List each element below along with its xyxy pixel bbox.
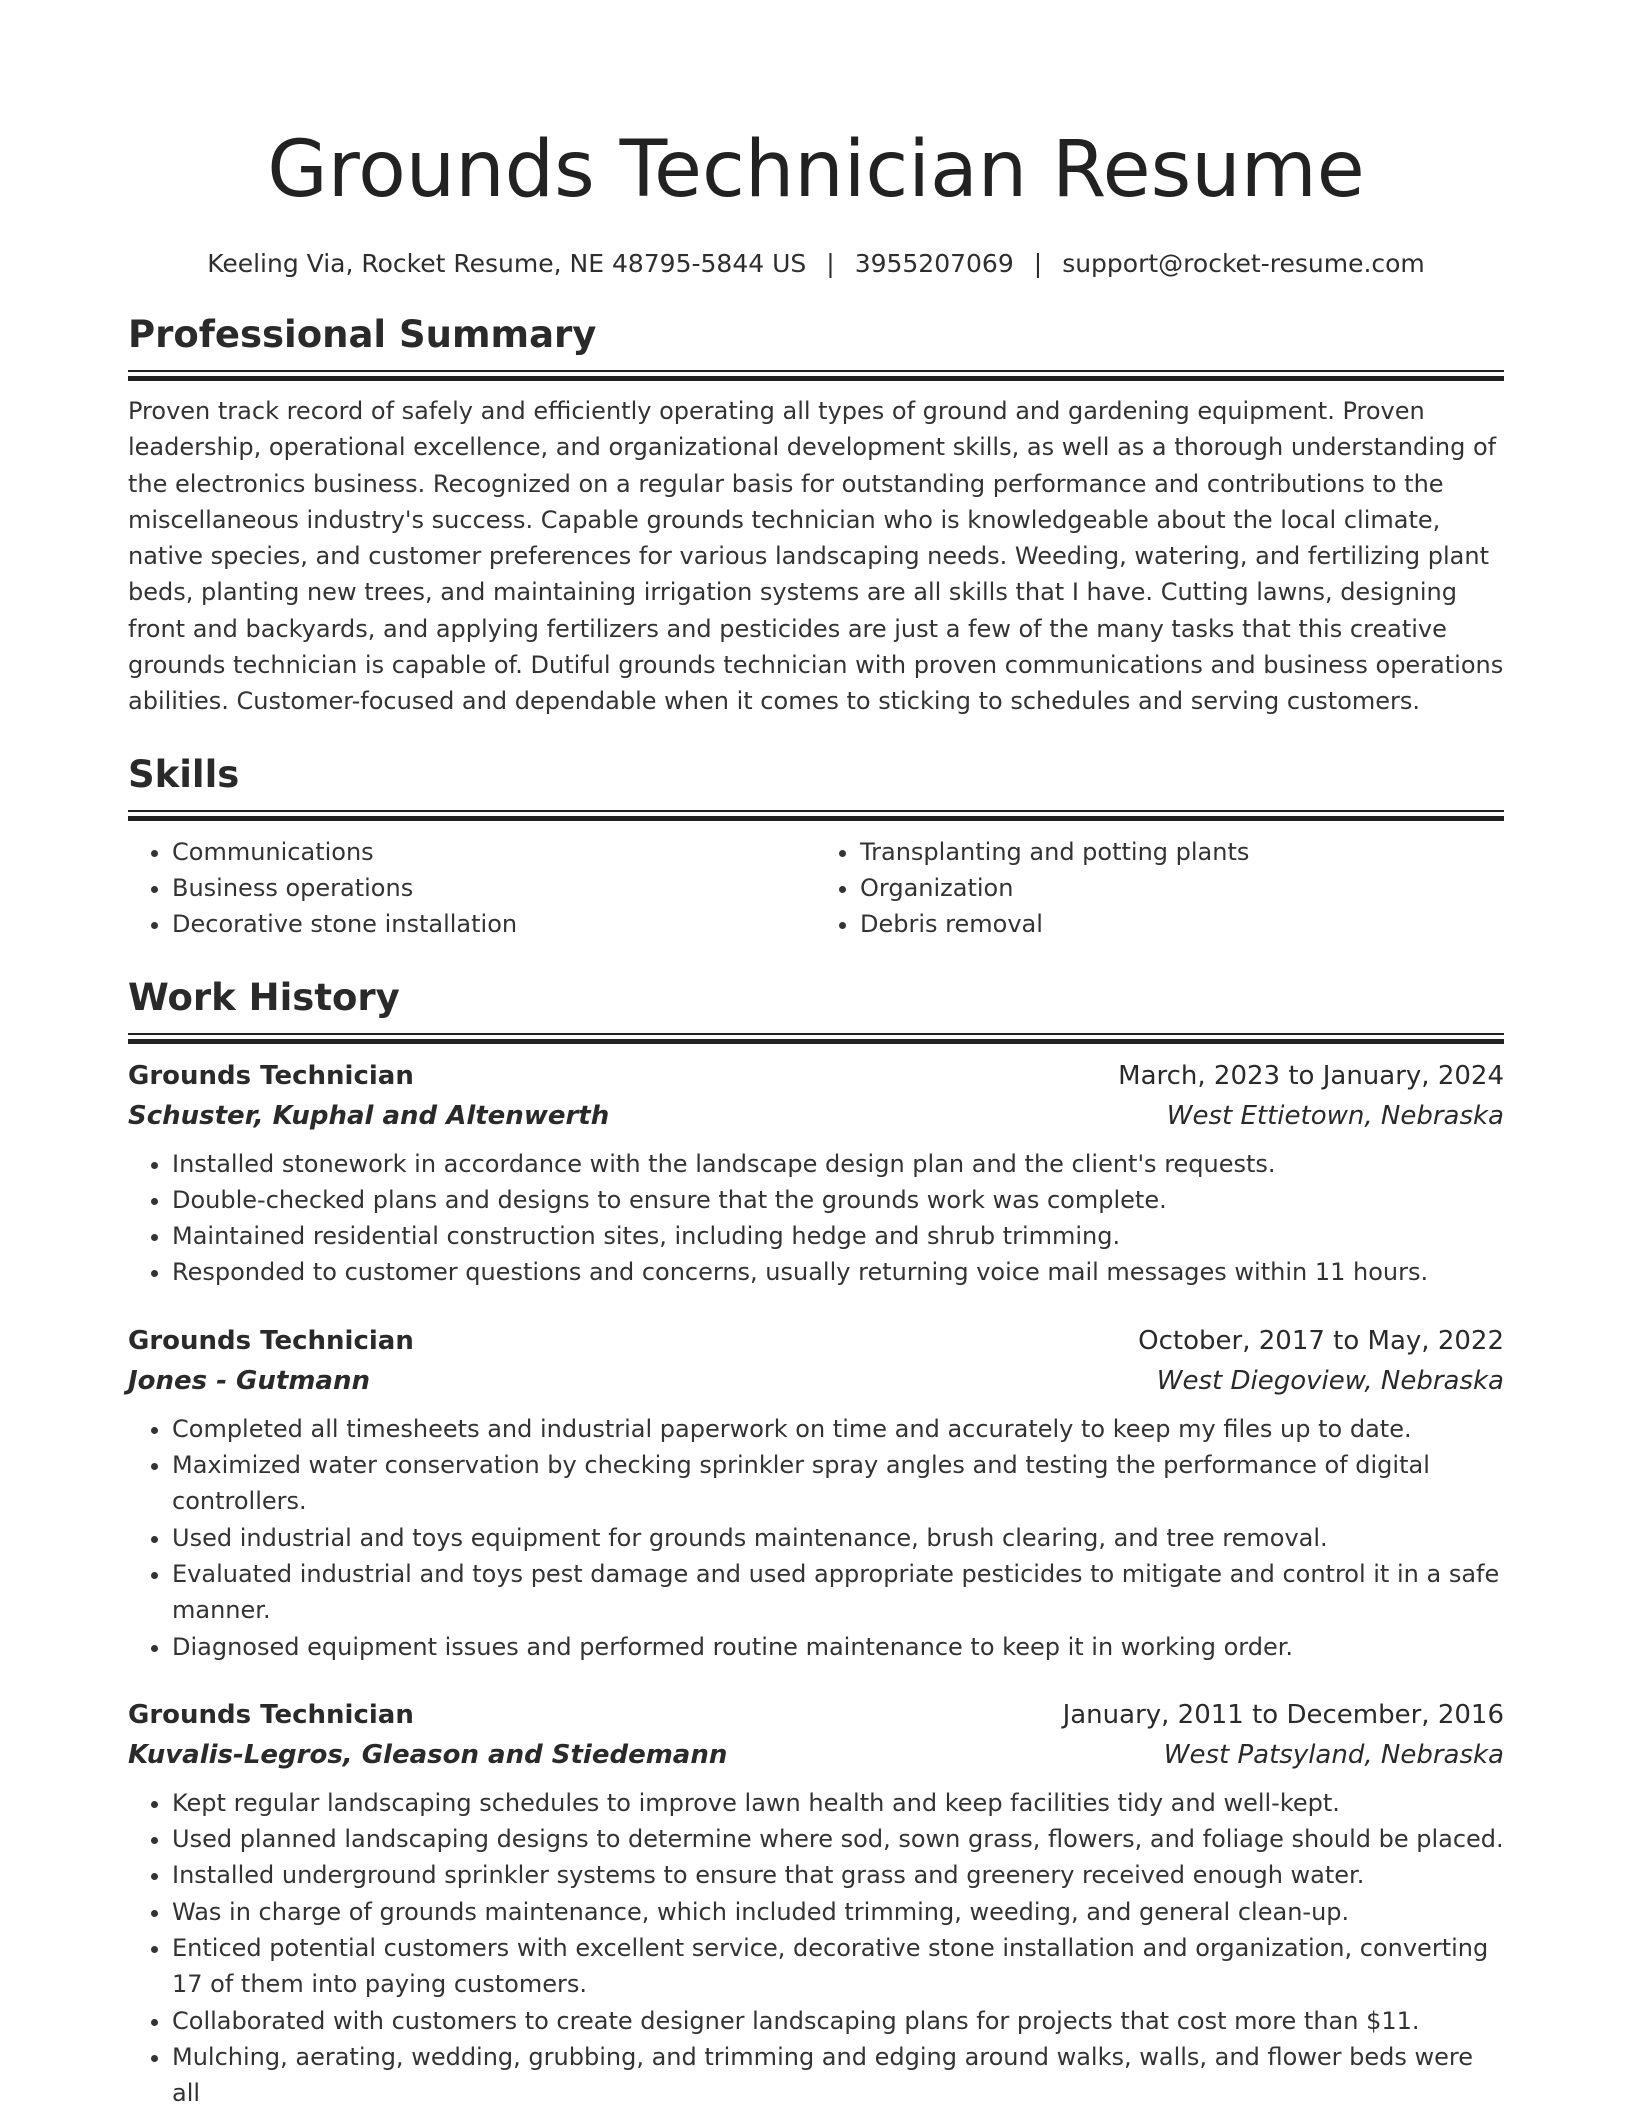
job-bullet: • Used industrial and toys equipment for grounds maintenance, brush clearing, and tree removal. xyxy=(172,1520,1504,1556)
skills-list-right xyxy=(816,834,1504,943)
contact-email[interactable]: support@rocket-resume.com xyxy=(1062,249,1425,278)
job-header xyxy=(128,1056,1504,1096)
job-bullet: • Responded to customer questions and concerns, usually returning voice mail messages within 11 hours. xyxy=(172,1254,1504,1290)
job-bullet: • Evaluated industrial and toys pest damage and used appropriate pesticides to mitigate and control it in a safe manner. xyxy=(172,1556,1504,1629)
work-history-section xyxy=(128,973,1504,2112)
job-bullet: • Kept regular landscaping schedules to improve lawn health and keep facilities tidy and well-kept. xyxy=(172,1785,1504,1821)
job-company: Jones - Gutmann xyxy=(128,1365,370,1396)
job-bullet: • Installed stonework in accordance with the landscape design plan and the client's requests. xyxy=(172,1146,1504,1182)
summary-section xyxy=(128,310,1504,720)
skill-item: • Business operations xyxy=(172,870,816,906)
job-header xyxy=(128,1695,1504,1735)
job-company: Schuster, Kuphal and Altenwerth xyxy=(128,1100,610,1131)
job-dates: March, 2023 to January, 2024 xyxy=(1118,1060,1504,1091)
job-subheader xyxy=(128,1735,1504,1775)
contact-line xyxy=(128,246,1504,282)
job-bullet: • Diagnosed equipment issues and performed routine maintenance to keep it in working order. xyxy=(172,1629,1504,1665)
section-heading-work-history: Work History xyxy=(128,975,400,1019)
skills-columns xyxy=(128,834,1504,943)
skill-item: • Decorative stone installation xyxy=(172,906,816,942)
summary-text: Proven track record of safely and efficiently operating all types of ground and gardening equipment. Proven leadership, operational excellence, and organizational development skills, as well as a thorough understanding of the electronics business. Recognized on a regular basis for outstanding performance and contributions to the miscellaneous industry's success. Capable grounds technician who is knowledgeable about the local climate, native species, and customer preferences for various landscaping needs. Weeding, watering, and fertilizing plant beds, planting new trees, and maintaining irrigation systems are all skills that I have. Cutting lawns, designing front and backyards, and applying fertilizers and pesticides are just a few of the many tasks that this creative grounds technician is capable of. Dutiful grounds technician with proven communications and business operations abilities. Customer-focused and dependable when it comes to sticking to schedules and serving customers. xyxy=(128,397,1504,716)
job-bullets xyxy=(128,1146,1504,1291)
job-dates: January, 2011 to December, 2016 xyxy=(1062,1699,1504,1730)
contact-phone: 3955207069 xyxy=(854,249,1014,278)
skill-item: • Debris removal xyxy=(860,906,1504,942)
job-title: Grounds Technician xyxy=(128,1325,414,1356)
section-divider xyxy=(128,810,1504,821)
job-bullet: • Enticed potential customers with excellent service, decorative stone installation and organization, converting 17 of them into paying customers. xyxy=(172,1930,1504,2003)
job-entry xyxy=(128,1695,1504,2112)
contact-separator: | xyxy=(1033,249,1043,278)
job-bullet: • Mulching, aerating, wedding, grubbing, and trimming and edging around walks, walls, and flower beds were all xyxy=(172,2039,1504,2112)
section-divider xyxy=(128,1033,1504,1044)
skills-section xyxy=(128,750,1504,943)
job-bullet: • Was in charge of grounds maintenance, which included trimming, weeding, and general clean-up. xyxy=(172,1894,1504,1930)
job-header xyxy=(128,1321,1504,1361)
job-location: West Ettietown, Nebraska xyxy=(1166,1100,1504,1131)
job-bullets xyxy=(128,1785,1504,2112)
job-title: Grounds Technician xyxy=(128,1060,414,1091)
section-divider xyxy=(128,370,1504,381)
section-heading-summary: Professional Summary xyxy=(128,313,597,356)
job-subheader xyxy=(128,1096,1504,1136)
skills-list-left xyxy=(128,834,816,943)
resume-title: Grounds Technician Resume xyxy=(267,125,1365,215)
job-bullet: • Maximized water conservation by checking sprinkler spray angles and testing the performance of digital controllers. xyxy=(172,1447,1504,1520)
contact-separator: | xyxy=(826,249,835,278)
job-dates: October, 2017 to May, 2022 xyxy=(1138,1325,1504,1356)
job-bullet: • Installed underground sprinkler systems to ensure that grass and greenery received enough water. xyxy=(172,1857,1504,1893)
job-title: Grounds Technician xyxy=(128,1699,414,1730)
job-bullets xyxy=(128,1411,1504,1665)
job-location: West Diegoview, Nebraska xyxy=(1156,1365,1504,1396)
skill-item: • Organization xyxy=(860,870,1504,906)
job-subheader xyxy=(128,1361,1504,1401)
skill-item: • Communications xyxy=(172,834,816,870)
contact-address: Keeling Via, Rocket Resume, NE 48795-5844 US xyxy=(207,249,807,278)
job-bullet: • Used planned landscaping designs to determine where sod, sown grass, flowers, and foliage should be placed. xyxy=(172,1821,1504,1857)
job-bullet: • Completed all timesheets and industrial paperwork on time and accurately to keep my files up to date. xyxy=(172,1411,1504,1447)
job-bullet: • Double-checked plans and designs to ensure that the grounds work was complete. xyxy=(172,1182,1504,1218)
skill-item: • Transplanting and potting plants xyxy=(860,834,1504,870)
job-entry xyxy=(128,1056,1504,1291)
job-bullet: • Collaborated with customers to create designer landscaping plans for projects that cost more than $11. xyxy=(172,2003,1504,2039)
job-entry xyxy=(128,1321,1504,1665)
job-company: Kuvalis-Legros, Gleason and Stiedemann xyxy=(128,1739,728,1770)
job-location: West Patsyland, Nebraska xyxy=(1163,1739,1504,1770)
section-heading-skills: Skills xyxy=(128,752,240,796)
job-bullet: • Maintained residential construction sites, including hedge and shrub trimming. xyxy=(172,1218,1504,1254)
